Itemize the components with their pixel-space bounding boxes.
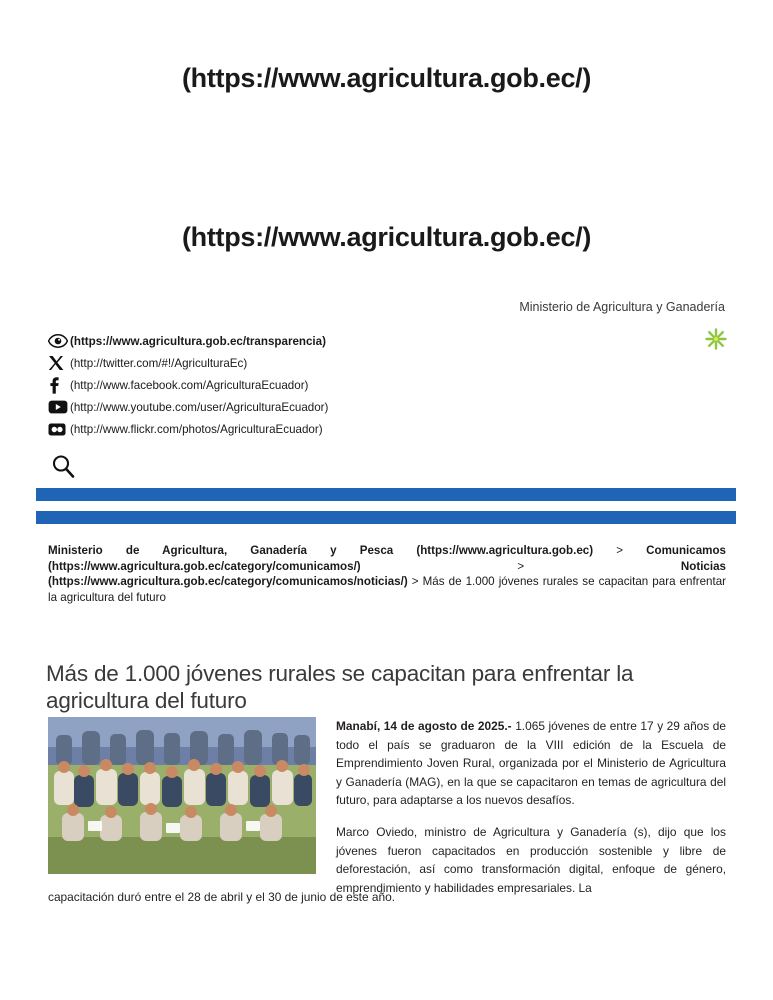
breadcrumb-separator: > — [593, 544, 647, 557]
ministry-label: Ministerio de Agricultura y Ganadería — [519, 300, 725, 314]
social-link-label: (http://www.facebook.com/AgriculturaEcuador) — [70, 378, 309, 392]
social-link-label: (http://www.flickr.com/photos/AgriculturaEcuador) — [70, 422, 323, 436]
breadcrumb-item-home[interactable]: Ministerio de Agricultura, Ganadería y Pesca (https://www.agricultura.gob.ec) — [48, 544, 594, 557]
article-paragraph-1-text: 1.065 jóvenes de entre 17 y 29 años de todo el país se graduaron de la VIII edición de la Escuela de Emprendimiento Joven Rural, organizada por el Ministerio de Agricultura y Ganadería (MAG), en la que se capacitaron en temas de agricultura del futuro, para adaptarse a los nuevos desafíos. — [336, 719, 727, 808]
article-photo — [48, 717, 316, 874]
breadcrumb — [48, 543, 726, 605]
breadcrumb-separator: > — [360, 559, 681, 573]
flickr-icon — [48, 419, 70, 439]
social-link-label: (http://twitter.com/#!/AgriculturaEc) — [70, 356, 248, 370]
breadcrumb-separator: > — [407, 575, 423, 588]
social-link-youtube[interactable] — [48, 396, 688, 418]
social-link-facebook[interactable] — [48, 374, 688, 396]
article-paragraph-1 — [336, 717, 726, 810]
nav-bar-primary — [36, 488, 736, 501]
social-link-flickr[interactable] — [48, 418, 688, 440]
site-link-top[interactable]: (https://www.agricultura.gob.ec/) — [181, 63, 592, 93]
youtube-icon — [48, 397, 70, 417]
flower-asterisk-icon — [704, 327, 728, 351]
breadcrumb-item-noticias[interactable]: Noticias (https://www.agricultura.gob.ec/category/comunicamos/noticias/) — [48, 559, 726, 588]
social-link-transparencia[interactable] — [48, 330, 688, 352]
search-icon[interactable] — [50, 453, 76, 479]
x-twitter-icon — [48, 353, 70, 373]
facebook-icon — [48, 375, 70, 395]
article-paragraph-2: Marco Oviedo, ministro de Agricultura y Ganadería (s), dijo que los jóvenes fueron capacitados en producción sostenible y libre de deforestación, así como transformación digital, enfoque de género, emprendimiento y habilidades empresariales. La — [336, 824, 726, 895]
social-link-label: (https://www.agricultura.gob.ec/transparencia) — [70, 334, 326, 348]
site-link-secondary[interactable]: (https://www.agricultura.gob.ec/) — [181, 222, 592, 252]
article-dateline: Manabí, 14 de agosto de 2025.- — [336, 719, 512, 733]
page-title: Más de 1.000 jóvenes rurales se capacitan para enfrentar la agricultura del futuro — [46, 661, 634, 714]
nav-bar-secondary — [36, 511, 736, 524]
social-link-label: (http://www.youtube.com/user/AgriculturaEcuador) — [70, 400, 329, 414]
article-paragraph-3: capacitación duró entre el 28 de abril y el 30 de junio de este año. — [48, 890, 396, 904]
eye-icon — [48, 331, 70, 351]
social-links-list — [48, 330, 688, 440]
breadcrumb-item-current: Más de 1.000 jóvenes rurales se capacitan para enfrentar la agricultura del futuro — [48, 575, 727, 604]
breadcrumb-item-comunicamos[interactable]: Comunicamos (https://www.agricultura.gob.ec/category/comunicamos/) — [48, 544, 726, 573]
social-link-twitter[interactable] — [48, 352, 688, 374]
article-body — [336, 717, 726, 910]
